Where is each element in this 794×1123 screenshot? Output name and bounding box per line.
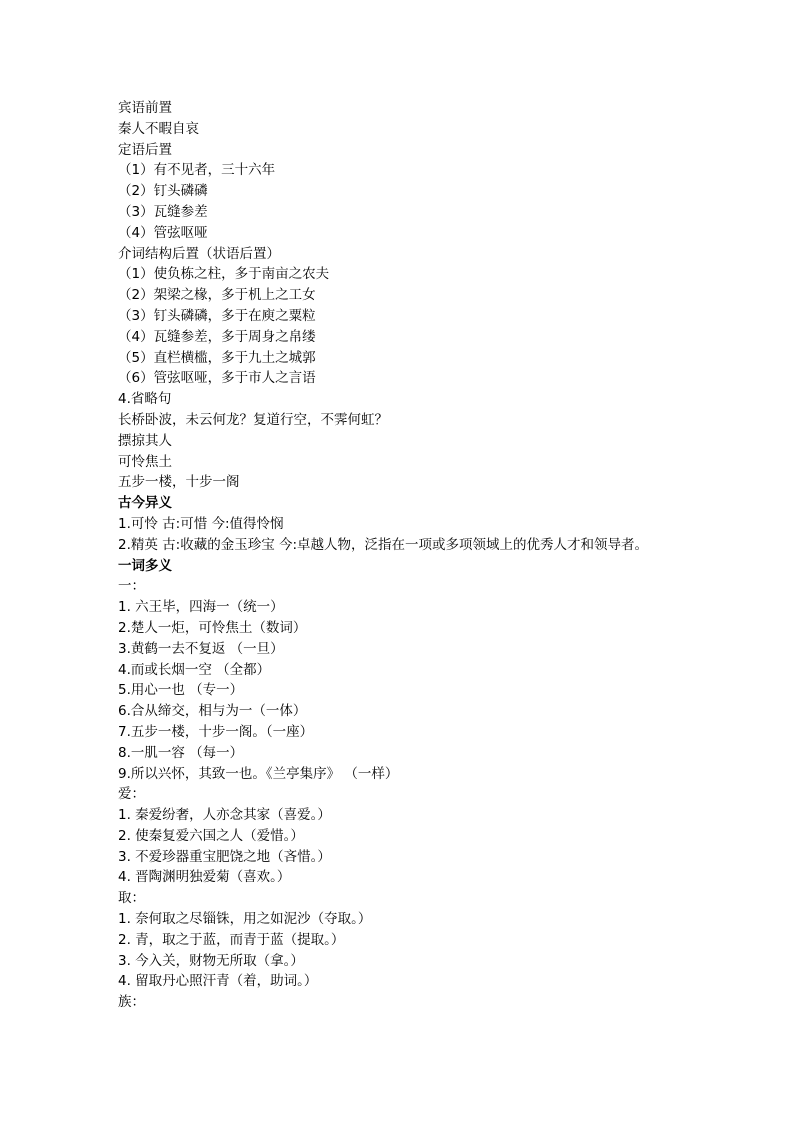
text-line: （6）管弦呕哑，多于市人之言语 <box>118 370 316 387</box>
document-body <box>118 98 758 1013</box>
text-line: 可怜焦土 <box>118 453 172 470</box>
text-line: 宾语前置 <box>118 100 172 116</box>
text-line: 6.合从缔交，相与为一（一体） <box>118 703 307 720</box>
text-line: 1. 六王毕，四海一（统一） <box>118 599 284 616</box>
text-line: （2）架梁之椽，多于机上之工女 <box>118 287 316 304</box>
text-line: 4. 晋陶渊明独爱菊（喜欢。） <box>118 869 291 886</box>
text-line: 8.一肌一容 （每一） <box>118 744 244 761</box>
text-line: 7.五步一楼，十步一阁。（一座） <box>118 723 314 740</box>
text-line: 4.而或长烟一空 （全都） <box>118 661 271 678</box>
text-line: （3）瓦缝参差 <box>118 203 208 220</box>
section-heading: 一词多义 <box>118 557 172 574</box>
text-line: （5）直栏横槛，多于九土之城郭 <box>118 349 316 366</box>
text-line: 3.黄鹤一去不复返 （一旦） <box>118 640 284 657</box>
text-line: 介词结构后置（状语后置） <box>118 245 280 262</box>
text-line: 摽掠其人 <box>118 432 172 449</box>
text-line: 2.精英 古:收藏的金玉珍宝 今:卓越人物，泛指在一项或多项领域上的优秀人才和领导者。 <box>118 536 649 553</box>
section-heading: 古今异义 <box>118 495 172 512</box>
text-line: （2）钉头磷磷 <box>118 183 208 200</box>
text-line: 取： <box>118 890 145 907</box>
text-line: 秦人不暇自哀 <box>118 120 199 137</box>
text-line: 1.可怜 古:可惜 今:值得怜悯 <box>118 515 284 532</box>
text-line: 2. 青，取之于蓝，而青于蓝（提取。） <box>118 931 345 948</box>
text-line: （3）钉头磷磷，多于在庾之粟粒 <box>118 307 316 324</box>
text-line: 长桥卧波，未云何龙？复道行空，不霁何虹？ <box>118 411 388 428</box>
text-line: 定语后置 <box>118 141 172 158</box>
text-line: 5.用心一也 （专一） <box>118 682 244 699</box>
text-line: 1. 秦爱纷奢，人亦念其家（喜爱。） <box>118 807 331 824</box>
text-line: 2. 使秦复爱六国之人（爱惜。） <box>118 827 304 844</box>
text-line: 五步一楼，十步一阁 <box>118 474 240 491</box>
text-line: 一： <box>118 578 145 595</box>
text-line: 4. 留取丹心照汗青（着，助词。） <box>118 973 318 990</box>
text-line: 3. 今入关，财物无所取（拿。） <box>118 952 304 969</box>
text-line: （1）使负栋之柱，多于南亩之农夫 <box>118 266 330 283</box>
text-line: 族： <box>118 994 145 1011</box>
text-line: 9.所以兴怀，其致一也。《兰亭集序》 （一样） <box>118 765 399 782</box>
text-line: （4）管弦呕哑 <box>118 224 208 241</box>
text-line: 1. 奈何取之尽锱铢，用之如泥沙（夺取。） <box>118 911 372 928</box>
text-line: （1）有不见者，三十六年 <box>118 162 276 179</box>
text-line: （4）瓦缝参差，多于周身之帛缕 <box>118 328 316 345</box>
text-line: 4.省略句 <box>118 391 172 408</box>
text-line: 爱： <box>118 786 145 803</box>
text-line: 2.楚人一炬，可怜焦土（数词） <box>118 619 307 636</box>
text-line: 3. 不爱珍器重宝肥饶之地（吝惜。） <box>118 848 331 865</box>
